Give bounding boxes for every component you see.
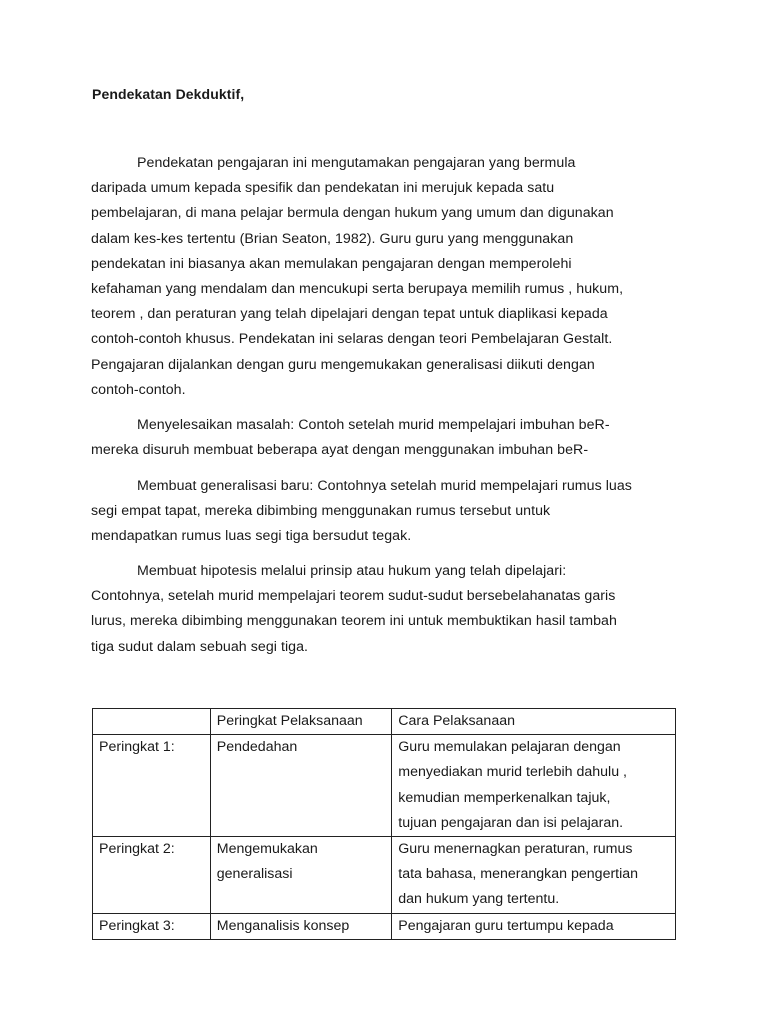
table-header-cell: Cara Pelaksanaan [392,709,676,735]
text-line: contoh-contoh. [91,381,186,398]
text-line: dalam kes-kes tertentu (Brian Seaton, 1982). Guru guru yang menggunakan [91,230,574,247]
cell-text: Guru memulakan pelajaran dengan [398,739,621,756]
table-cell [93,837,211,914]
cell-text: menyediakan murid terlebih dahulu , [398,764,627,781]
text-line: teorem , dan peraturan yang telah dipelajari dengan tepat untuk diaplikasi kepada [91,306,608,323]
text-line: pembelajaran, di mana pelajar bermula dengan hukum yang umum dan digunakan [91,205,614,222]
table-cell [93,913,211,939]
table-header-cell [93,709,211,735]
text-line: tiga sudut dalam sebuah segi tiga. [91,638,309,655]
text-line: mendapatkan rumus luas segi tiga bersudut tegak. [91,528,412,545]
cell-text: Pengajaran guru tertumpu kepada [398,917,614,934]
table-header-cell: Peringkat Pelaksanaan [210,709,391,735]
document-heading: Pendekatan Dekduktif, [92,86,245,102]
table-row [93,913,676,939]
text-line: Membuat generalisasi baru: Contohnya setelah murid mempelajari rumus luas [137,478,632,494]
table-cell [210,837,391,914]
cell-text: generalisasi [216,866,293,883]
paragraph-problem-solving [91,413,683,463]
text-line: Pengajaran dijalankan dengan guru mengemukakan generalisasi diikuti dengan [91,356,595,373]
table-row [93,837,676,914]
text-line: Menyelesaikan masalah: Contoh setelah murid mempelajari imbuhan beR- [137,417,610,433]
cell-text: Peringkat 2: [99,841,175,858]
cell-text: tata bahasa, menerangkan pengertian [398,866,639,883]
cell-text: tujuan pengajaran dan isi pelajaran. [398,814,624,831]
cell-text: Guru menernagkan peraturan, rumus [398,841,633,858]
table-row [93,735,676,837]
cell-text: Menganalisis konsep [216,917,350,934]
table-cell [210,913,391,939]
table-cell [392,837,676,914]
paragraph-hypothesis [91,559,683,660]
text-line: segi empat tapat, mereka dibimbing menggunakan rumus tersebut untuk [91,503,551,520]
table-cell [93,735,211,837]
cell-text: Mengemukakan [216,841,318,858]
text-line: Membuat hipotesis melalui prinsip atau hukum yang telah dipelajari: [137,563,567,579]
text-line: lurus, mereka dibimbing menggunakan teorem ini untuk membuktikan hasil tambah [91,613,617,630]
text-line: mereka disuruh membuat beberapa ayat dengan menggunakan imbuhan beR- [91,442,589,459]
text-line: daripada umum kepada spesifik dan pendekatan ini merujuk kepada satu [91,180,555,197]
text-line: kefahaman yang mendalam dan mencukupi serta berupaya memilih rumus , hukum, [91,281,624,298]
paragraph-deductive-intro [91,151,683,403]
text-line: Contohnya, setelah murid mempelajari teorem sudut-sudut bersebelahanatas garis [91,588,616,605]
table-cell [392,735,676,837]
table-header-row [93,709,676,735]
table-cell [210,735,391,837]
implementation-stages-table [92,708,676,940]
cell-text: Peringkat 1: [99,739,175,756]
paragraph-new-generalisation [91,474,683,550]
text-line: Pendekatan pengajaran ini mengutamakan pengajaran yang bermula [137,155,576,171]
cell-text: Pendedahan [216,739,298,756]
table-cell [392,913,676,939]
cell-text: dan hukum yang tertentu. [398,891,560,908]
text-line: pendekatan ini biasanya akan memulakan pengajaran dengan memperolehi [91,255,572,272]
text-line: contoh-contoh khusus. Pendekatan ini selaras dengan teori Pembelajaran Gestalt. [91,331,613,348]
cell-text: kemudian memperkenalkan tajuk, [398,789,611,806]
cell-text: Peringkat 3: [99,917,175,934]
